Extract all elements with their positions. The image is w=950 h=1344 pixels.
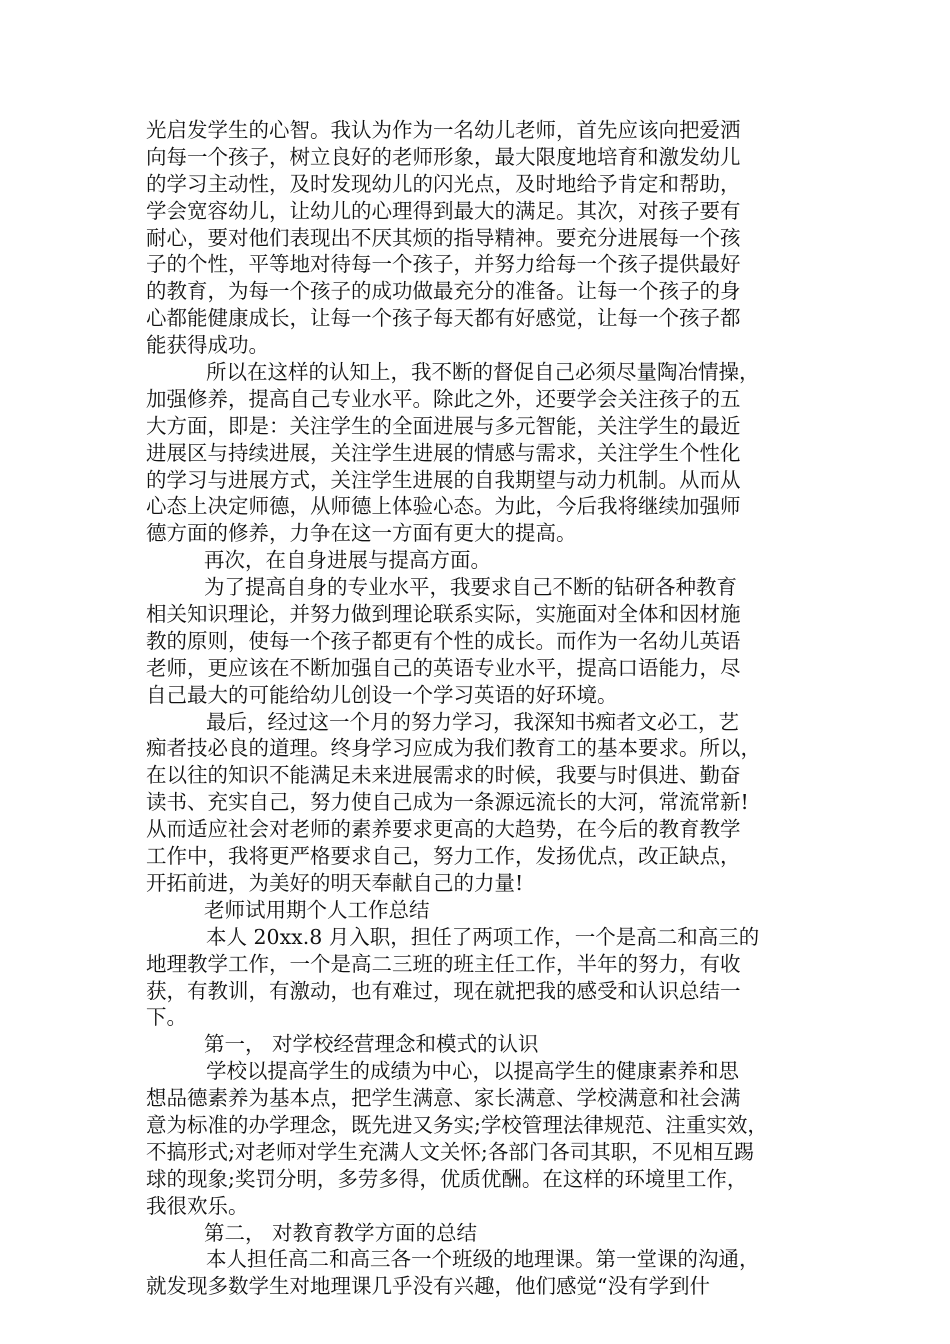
text-line: 本人担任高二和高三各一个班级的地理课。第一堂课的沟通， <box>206 1247 760 1272</box>
text-line: 心态上决定师德，从师德上体验心态。为此，今后我将继续加强师 <box>146 494 741 519</box>
text-line: 向每一个孩子，树立良好的老师形象，最大限度地培育和激发幼儿 <box>146 144 741 169</box>
text-line: 相关知识理论，并努力做到理论联系实际，实施面对全体和因材施 <box>146 602 741 627</box>
text-line: 第二， 对教育教学方面的总结 <box>204 1220 478 1245</box>
text-line: 球的现象;奖罚分明，多劳多得，优质优酬。在这样的环境里工作， <box>146 1166 748 1191</box>
text-line: 想品德素养为基本点，把学生满意、家长满意、学校满意和社会满 <box>146 1086 741 1111</box>
text-line: 进展区与持续进展，关注学生进展的情感与需求，关注学生个性化 <box>146 440 741 465</box>
text-line: 的学习与进展方式，关注学生进展的自我期望与动力机制。从而从 <box>146 467 741 492</box>
text-line: 不搞形式;对老师对学生充满人文关怀;各部门各司其职，不见相互踢 <box>146 1139 755 1164</box>
text-line: 心都能健康成长，让每一个孩子每天都有好感觉，让每一个孩子都 <box>146 306 741 331</box>
text-line: 老师试用期个人工作总结 <box>204 897 430 922</box>
text-line: 地理教学工作，一个是高二三班的班主任工作，半年的努力，有收 <box>146 951 741 976</box>
document-body <box>146 117 821 1300</box>
text-line: 加强修养，提高自己专业水平。除此之外，还要学会关注孩子的五 <box>146 386 741 411</box>
text-line: 教的原则，使每一个孩子都更有个性的成长。而作为一名幼儿英语 <box>146 628 741 653</box>
text-line: 学会宽容幼儿，让幼儿的心理得到最大的满足。其次，对孩子要有 <box>146 198 741 223</box>
text-line: 痴者技必良的道理。终身学习应成为我们教育工的基本要求。所以， <box>146 736 761 761</box>
text-line: 开拓前进，为美好的明天奉献自己的力量! <box>146 870 524 895</box>
text-line: 再次，在自身进展与提高方面。 <box>204 548 491 573</box>
text-line: 的教育，为每一个孩子的成功做最充分的准备。让每一个孩子的身 <box>146 279 741 304</box>
text-line: 读书、充实自己，努力使自己成为一条源远流长的大河，常流常新! <box>146 790 749 815</box>
text-line: 光启发学生的心智。我认为作为一名幼儿老师，首先应该向把爱洒 <box>146 118 741 142</box>
text-line: 下。 <box>146 1005 187 1030</box>
text-line: 从而适应社会对老师的素养要求更高的大趋势，在今后的教育教学 <box>146 817 741 842</box>
text-line: 获，有教训，有激动，也有难过，现在就把我的感受和认识总结一 <box>146 978 741 1003</box>
text-line: 意为标准的办学理念，既先进又务实;学校管理法律规范、注重实效， <box>146 1112 768 1137</box>
text-line: 工作中，我将更严格要求自己，努力工作，发扬优点，改正缺点， <box>146 844 741 869</box>
text-line: 自己最大的可能给幼儿创设一个学习英语的好环境。 <box>146 682 618 707</box>
text-line: 子的个性，平等地对待每一个孩子，并努力给每一个孩子提供最好 <box>146 252 741 277</box>
text-line: 德方面的修养，力争在这一方面有更大的提高。 <box>146 521 577 546</box>
text-line: 耐心，要对他们表现出不厌其烦的指导精神。要充分进展每一个孩 <box>146 225 741 250</box>
text-line: 学校以提高学生的成绩为中心，以提高学生的健康素养和思 <box>206 1059 739 1084</box>
text-line: 最后，经过这一个月的努力学习，我深知书痴者文必工，艺 <box>206 709 739 734</box>
text-line: 第一， 对学校经营理念和模式的认识 <box>204 1032 539 1057</box>
text-line: 所以在这样的认知上，我不断的督促自己必须尽量陶冶情操， <box>206 360 760 385</box>
text-line: 我很欢乐。 <box>146 1193 249 1218</box>
text-line: 大方面，即是：关注学生的全面进展与多元智能，关注学生的最近 <box>146 413 741 438</box>
text-line: 的学习主动性，及时发现幼儿的闪光点，及时地给予肯定和帮助， <box>146 171 741 196</box>
text-line: 在以往的知识不能满足未来进展需求的时候，我要与时俱进、勤奋 <box>146 763 741 788</box>
text-line: 能获得成功。 <box>146 333 269 358</box>
text-line: 为了提高自身的专业水平，我要求自己不断的钻研各种教育 <box>204 575 737 600</box>
text-line: 本人 20xx.8 月入职，担任了两项工作，一个是高二和高三的 <box>206 924 760 949</box>
text-line: 老师，更应该在不断加强自己的英语专业水平，提高口语能力，尽 <box>146 655 741 680</box>
text-line: 就发现多数学生对地理课几乎没有兴趣，他们感觉“没有学到什 <box>146 1274 710 1299</box>
